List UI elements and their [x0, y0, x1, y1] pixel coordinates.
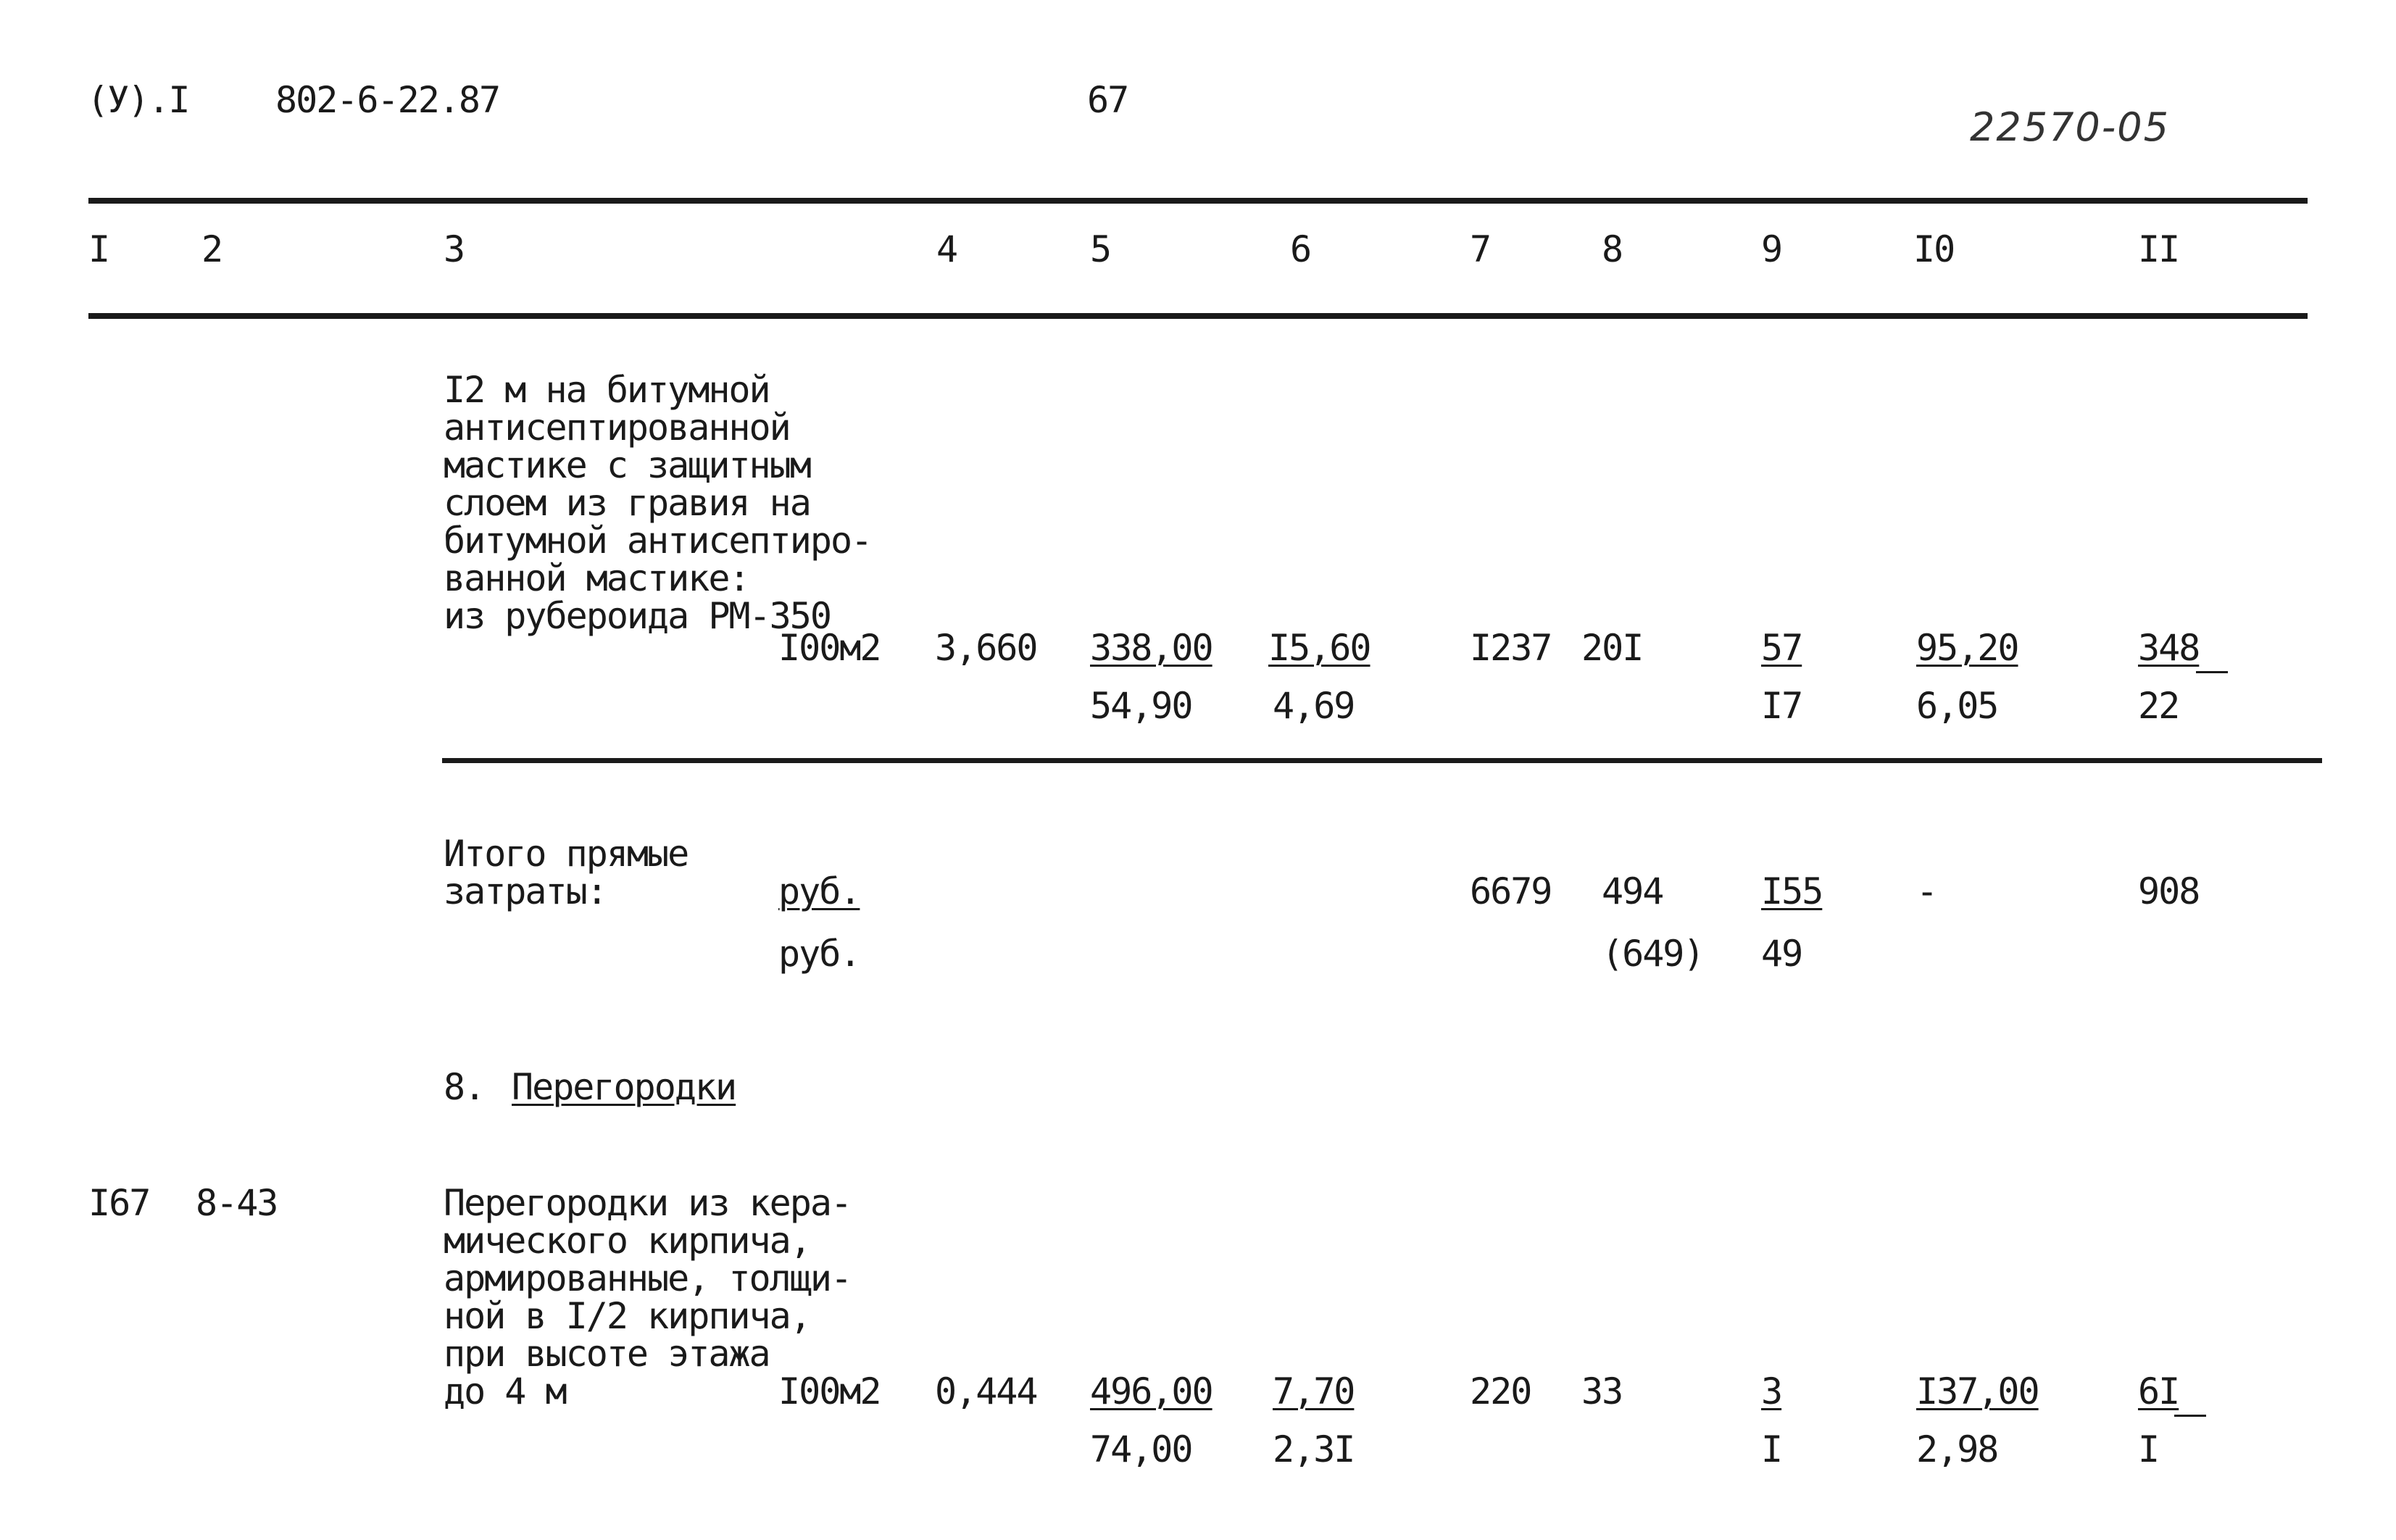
totals-unit-bottom: руб.: [778, 933, 860, 975]
item2-c10-top: I37,00: [1916, 1370, 2039, 1412]
header-rule-bottom: [88, 313, 2308, 319]
item1-unit: I00м2: [778, 627, 881, 669]
item1-c8: 20I: [1581, 627, 1643, 669]
totals-c7: 6679: [1470, 870, 1552, 912]
item2-c8: 33: [1581, 1370, 1623, 1412]
header-rule-top: [88, 198, 2308, 204]
item1-c6-top: I5,60: [1268, 627, 1370, 669]
item2-row-number: I67: [88, 1182, 150, 1224]
item1-c7: I237: [1470, 627, 1552, 669]
doc-code: 802-6-22.87: [275, 79, 500, 121]
item1-c5-top: 338,00: [1090, 627, 1212, 669]
item1-c6-bottom: 4,69: [1273, 685, 1355, 727]
totals-label: Итого прямые затраты:: [444, 833, 689, 912]
item1-c10-bottom: 6,05: [1916, 685, 1998, 727]
item2-c7: 220: [1470, 1370, 1531, 1412]
item2-c6-bottom: 2,3I: [1273, 1428, 1355, 1470]
item2-c10-bottom: 2,98: [1916, 1428, 1998, 1470]
col-5-header: 5: [1090, 228, 1111, 270]
item2-qty: 0,444: [935, 1370, 1037, 1412]
item1-qty: 3,660: [935, 627, 1037, 669]
totals-c8-bottom: (649): [1602, 933, 1704, 975]
item1-c5-bottom: 54,90: [1090, 685, 1192, 727]
col-11-header: II: [2138, 228, 2179, 270]
item2-c9-top: 3: [1761, 1370, 1782, 1412]
item1-c9-top: 57: [1761, 627, 1802, 669]
item2-c9-bottom: I: [1761, 1428, 1782, 1470]
page-number: 67: [1087, 79, 1128, 121]
section-title: Перегородки: [512, 1066, 736, 1108]
item2-c6-top: 7,70: [1273, 1370, 1355, 1412]
col-9-header: 9: [1761, 228, 1782, 270]
doc-prefix: (У).I: [87, 79, 189, 121]
item2-c11-underline-tail: [2174, 1415, 2206, 1417]
item1-c11-top: 348: [2138, 627, 2200, 669]
section-separator: [442, 758, 2322, 763]
col-7-header: 7: [1470, 228, 1491, 270]
totals-unit-top: руб.: [778, 870, 860, 912]
item1-c11-underline-tail: [2196, 671, 2228, 673]
item2-description: Перегородки из кера- мического кирпича, армированные, толщи- ной в I/2 кирпича, при высоте этажа до 4 м: [444, 1182, 852, 1412]
item1-description: I2 м на битумной антисептированной мастике с защитным слоем из гравия на битумной антисептиро- ванной мастике: из рубероида РМ-350: [444, 369, 872, 637]
item1-c9-bottom: I7: [1761, 685, 1802, 727]
col-6-header: 6: [1290, 228, 1311, 270]
totals-c11: 908: [2138, 870, 2200, 912]
col-8-header: 8: [1602, 228, 1623, 270]
col-3-header: 3: [444, 228, 465, 270]
item1-c11-bottom: 22: [2138, 685, 2179, 727]
handwritten-code: 22570-05: [1970, 104, 2170, 150]
item1-c10-top: 95,20: [1916, 627, 2018, 669]
item2-c11-top: 6I: [2138, 1370, 2179, 1412]
col-2-header: 2: [201, 228, 222, 270]
col-1-header: I: [88, 228, 109, 270]
item2-unit: I00м2: [778, 1370, 881, 1412]
item2-c5-bottom: 74,00: [1090, 1428, 1192, 1470]
col-10-header: I0: [1913, 228, 1955, 270]
totals-c9-bottom: 49: [1761, 933, 1802, 975]
col-4-header: 4: [936, 228, 957, 270]
totals-c9-top: I55: [1761, 870, 1823, 912]
item2-c11-bottom: I: [2138, 1428, 2159, 1470]
section-number: 8.: [444, 1066, 485, 1108]
item2-code: 8-43: [196, 1182, 278, 1224]
totals-c10: -: [1916, 870, 1937, 912]
item2-c5-top: 496,00: [1090, 1370, 1212, 1412]
totals-c8-top: 494: [1602, 870, 1663, 912]
